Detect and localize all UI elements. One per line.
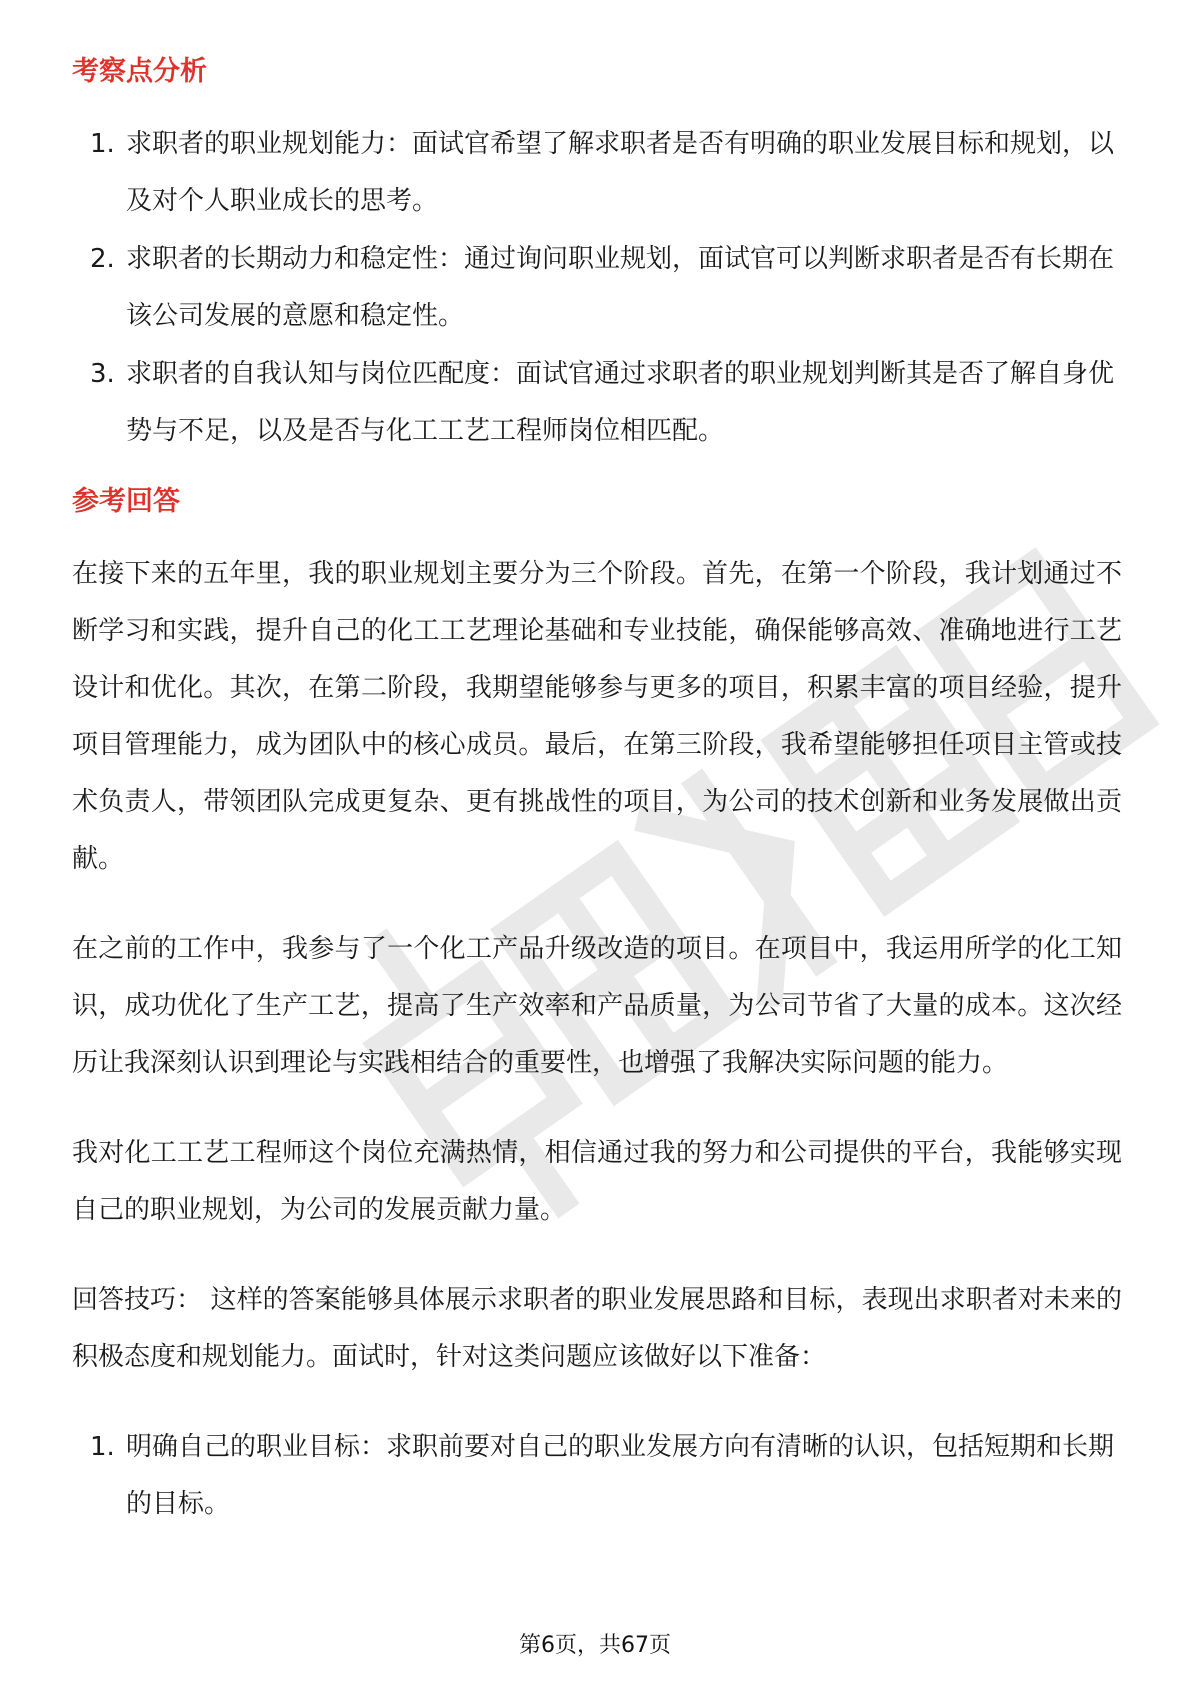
answer-tips-paragraph: 回答技巧： 这样的答案能够具体展示求职者的职业发展思路和目标，表现出求职者对未来的积极态度和规划能力。面试时，针对这类问题应该做好以下准备： [72,1285,1122,1372]
list-item-text: 明确自己的职业目标：求职前要对自己的职业发展方向有清晰的认识，包括短期和长期的目标。 [126,1432,1115,1519]
tips-list [72,1419,1122,1533]
list-item-text: 求职者的长期动力和稳定性：通过询问职业规划，面试官可以判断求职者是否有长期在该公司发展的意愿和稳定性。 [126,244,1115,331]
content-area [72,48,1122,1539]
section-title-analysis: 考察点分析 [72,56,207,87]
list-item-text: 求职者的自我认知与岗位匹配度：面试官通过求职者的职业规划判断其是否了解自身优势与不足，以及是否与化工工艺工程师岗位相匹配。 [126,359,1115,446]
list-item-number: 1. [90,129,115,159]
list-item [72,1419,1122,1533]
list-item [72,116,1122,230]
list-item-number: 3. [90,359,115,389]
answer-paragraph: 在之前的工作中，我参与了一个化工产品升级改造的项目。在项目中，我运用所学的化工知识，成功优化了生产工艺，提高了生产效率和产品质量，为公司节省了大量的成本。这次经历让我深刻认识到理论与实践相结合的重要性，也增强了我解决实际问题的能力。 [72,934,1122,1078]
answer-paragraph: 我对化工工艺工程师这个岗位充满热情，相信通过我的努力和公司提供的平台，我能够实现自己的职业规划，为公司的发展贡献力量。 [72,1138,1122,1225]
list-item-number: 2. [90,244,115,274]
section-title-answer: 参考回答 [72,486,180,517]
list-item-text: 求职者的职业规划能力：面试官希望了解求职者是否有明确的职业发展目标和规划，以及对个人职业成长的思考。 [126,129,1115,216]
analysis-list [72,116,1122,460]
list-item [72,231,1122,345]
list-item-number: 1. [90,1432,115,1462]
page-number-footer: 第6页，共67页 [519,1633,671,1658]
list-item [72,346,1122,460]
answer-paragraph: 在接下来的五年里，我的职业规划主要分为三个阶段。首先，在第一个阶段，我计划通过不断学习和实践，提升自己的化工工艺理论基础和专业技能，确保能够高效、准确地进行工艺设计和优化。其次，在第二阶段，我期望能够参与更多的项目，积累丰富的项目经验，提升项目管理能力，成为团队中的核心成员。最后，在第三阶段，我希望能够担任项目主管或技术负责人，带领团队完成更复杂、更有挑战性的项目，为公司的技术创新和业务发展做出贡献。 [72,559,1122,874]
